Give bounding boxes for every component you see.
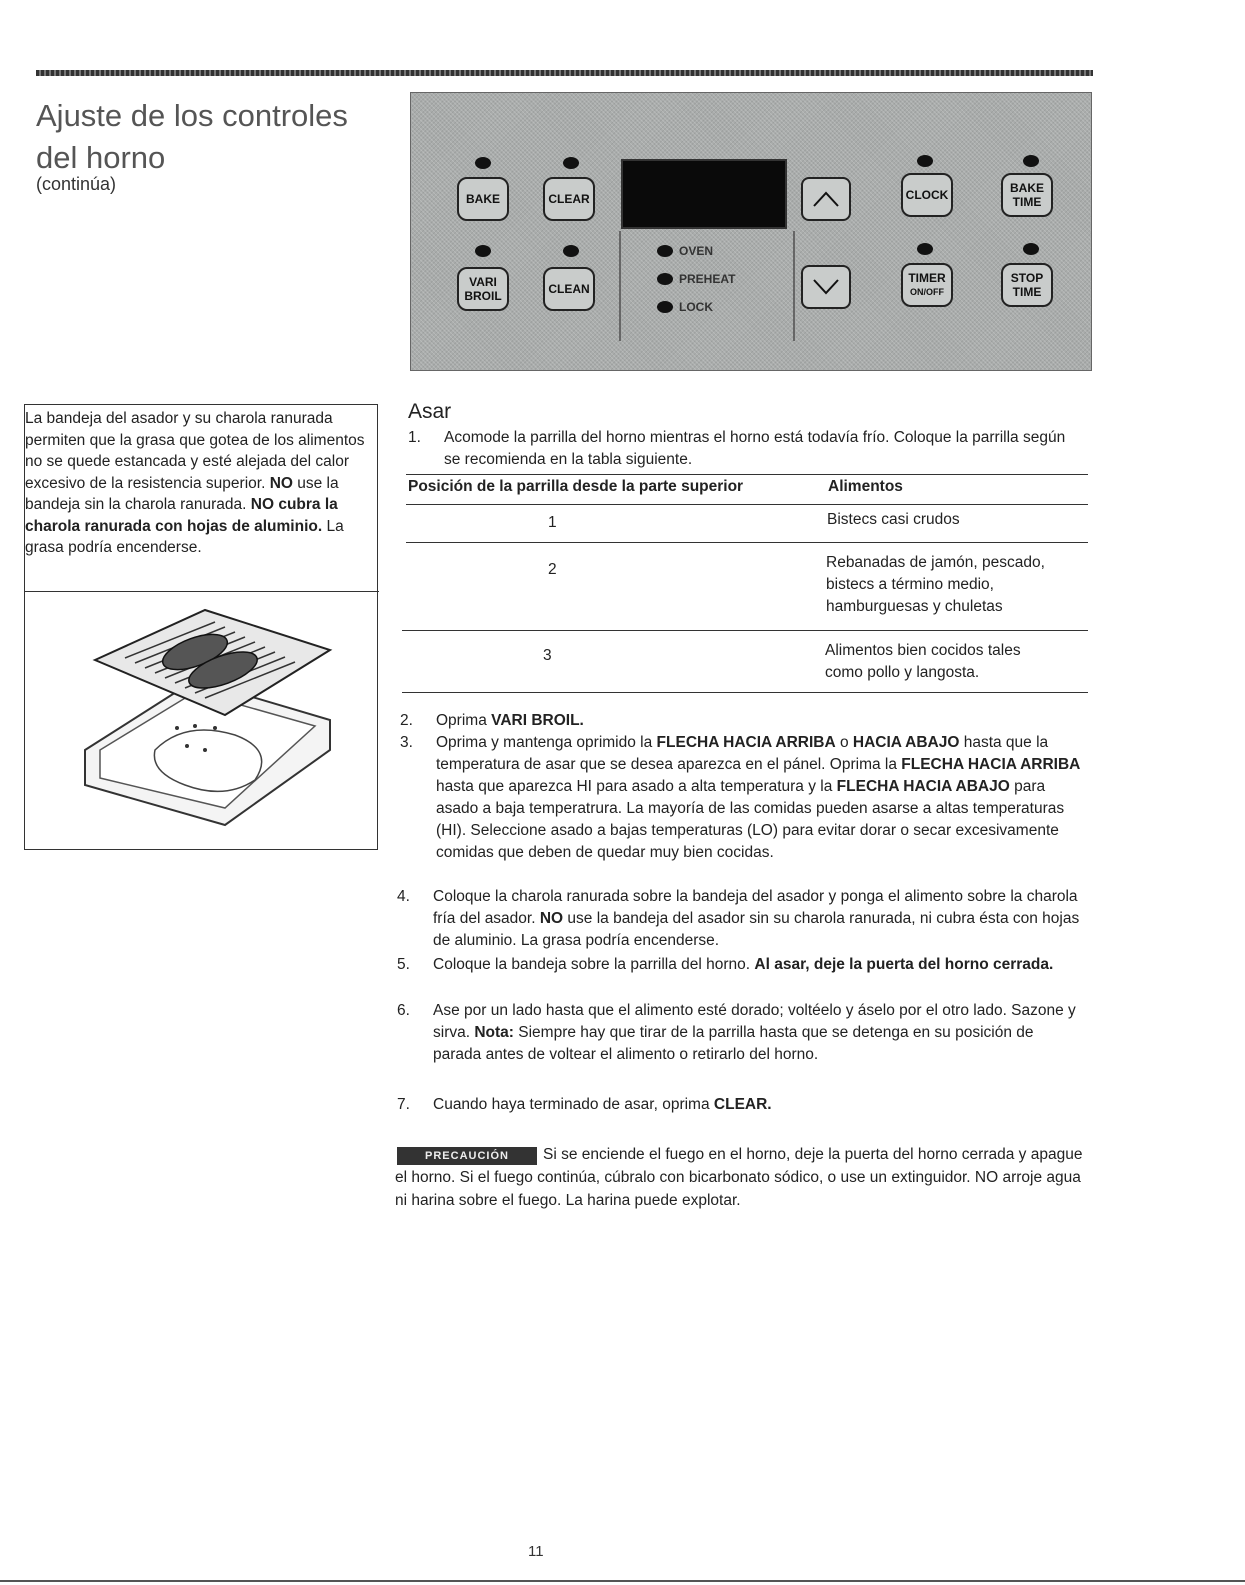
- bake-button: BAKE: [457, 177, 509, 221]
- clean-button: CLEAN: [543, 267, 595, 311]
- vari-broil-button: [457, 267, 509, 311]
- table-header-foods: Alimentos: [828, 478, 903, 495]
- up-arrow-button: [801, 177, 851, 221]
- top-rule: [36, 70, 1093, 76]
- step-2: 2. Oprima VARI BROIL.: [400, 712, 584, 729]
- table-rule: [406, 504, 1088, 505]
- table-cell-food: Alimentos bien cocidos tales como pollo y langosta.: [825, 642, 1021, 681]
- chevron-down-icon: [812, 278, 840, 296]
- clock-led: [917, 155, 933, 167]
- vari-broil-label-1: VARI: [469, 275, 497, 289]
- chevron-up-icon: [812, 190, 840, 208]
- note-text: La bandeja del asador y su charola ranurada permiten que la grasa que gotea de los alimentos no se quede estancada y esté alejada del calor excesivo de la resistencia superior. NO use la bandeja sin la charola ranurada. NO cubra la charola ranurada con hojas de aluminio. La grasa podría encenderse.: [25, 410, 365, 556]
- stop-time-label-1: STOP: [1010, 271, 1044, 285]
- section-heading: Asar: [408, 400, 452, 423]
- step-5: 5. Coloque la bandeja sobre la parrilla del horno. Al asar, deje la puerta del horno cerrada.: [397, 956, 1054, 973]
- clear-led: [563, 157, 579, 169]
- lock-led: [657, 301, 673, 313]
- clear-button: CLEAR: [543, 177, 595, 221]
- vari-broil-label-2: BROIL: [464, 289, 502, 303]
- broiler-pan-illustration: [65, 600, 355, 840]
- bottom-rule: [0, 1580, 1245, 1582]
- step-6: 6. Ase por un lado hasta que el alimento esté dorado; voltéelo y áselo por el otro lado. Sazone y sirva. Nota: Siempre hay que tirar de la parrilla hasta que se detenga en su posición de parada antes de voltear el alimento o retirarlo del horno.: [397, 1002, 1076, 1063]
- note-divider: [25, 591, 379, 592]
- oven-indicator: OVEN: [679, 244, 714, 258]
- step-4: 4. Coloque la charola ranurada sobre la bandeja del asador y ponga el alimento sobre la charola fría del asador. NO use la bandeja del asador sin su charola ranurada, ni cubra ésta con hojas de aluminio. La grasa podría encenderse.: [397, 888, 1080, 949]
- title-line-1: Ajuste de los controles: [36, 98, 348, 133]
- bake-time-label-2: TIME: [1012, 195, 1042, 209]
- timer-led: [917, 243, 933, 255]
- caution-text: Si se enciende el fuego en el horno, deje la puerta del horno cerrada y apague el horno. Si el fuego continúa, cúbralo con bicarbonato sódico, o use un extinguidor. NO arroje agua ni harina sobre el fuego. La harina puede explotar.: [395, 1146, 1083, 1209]
- table-header-position: Posición de la parrilla desde la parte superior: [408, 478, 744, 495]
- caution-badge: PRECAUCIÓN: [397, 1147, 537, 1165]
- table-cell-position: 3: [543, 647, 552, 664]
- table-cell-position: 2: [548, 561, 557, 578]
- clean-led: [563, 245, 579, 257]
- page-title: [36, 95, 348, 179]
- clock-button: CLOCK: [901, 173, 953, 217]
- page-subtitle: (continúa): [36, 174, 117, 194]
- bake-time-led: [1023, 155, 1039, 167]
- broiler-pan-note: [24, 404, 378, 850]
- title-line-2: del horno: [36, 140, 166, 175]
- table-cell-food: Rebanadas de jamón, pescado, bistecs a término medio, hamburguesas y chuletas: [826, 554, 1045, 615]
- table-top-rule: [406, 474, 1088, 475]
- vari-broil-led: [475, 245, 491, 257]
- bake-time-label-1: BAKE: [1009, 181, 1044, 195]
- oven-led: [657, 245, 673, 257]
- stop-time-button: [1001, 263, 1053, 307]
- lock-indicator: LOCK: [679, 300, 713, 314]
- step-3: 3. Oprima y mantenga oprimido la FLECHA HACIA ARRIBA o HACIA ABAJO hasta que la temperatura de asar que se desea aparezca en el pánel. Oprima la FLECHA HACIA ARRIBA hasta que aparezca HI para asado a alta temperatura y la FLECHA HACIA ABAJO para asado a baja temperatrura. La mayoría de las comidas pueden asarse a altas temperaturas (HI). Seleccione asado a bajas temperaturas (LO) para evitar dorar o secar excesivamente comidas que deben de quedar muy bien cocidas.: [400, 734, 1081, 861]
- table-rule: [402, 630, 1088, 631]
- timer-label-1: TIMER: [908, 271, 946, 285]
- preheat-indicator: PREHEAT: [679, 272, 736, 286]
- table-cell-food: Bistecs casi crudos: [827, 511, 960, 528]
- step-1: 1. Acomode la parrilla del horno mientras el horno está todavía frío. Coloque la parrilla según se recomienda en la tabla siguiente.: [408, 429, 1066, 468]
- bake-led: [475, 157, 491, 169]
- preheat-led: [657, 273, 673, 285]
- stop-time-label-2: TIME: [1012, 285, 1042, 299]
- step-7: 7. Cuando haya terminado de asar, oprima CLEAR.: [397, 1096, 772, 1113]
- page-number: 11: [528, 1543, 544, 1560]
- table-cell-position: 1: [548, 514, 557, 531]
- digital-display: [621, 159, 787, 229]
- bake-time-button: [1001, 173, 1053, 217]
- table-rule: [406, 542, 1088, 543]
- oven-control-panel: [410, 92, 1092, 371]
- timer-label-2: ON/OFF: [910, 287, 944, 297]
- down-arrow-button: [801, 265, 851, 309]
- timer-button: [901, 263, 953, 307]
- table-bottom-rule: [402, 692, 1088, 693]
- stop-time-led: [1023, 243, 1039, 255]
